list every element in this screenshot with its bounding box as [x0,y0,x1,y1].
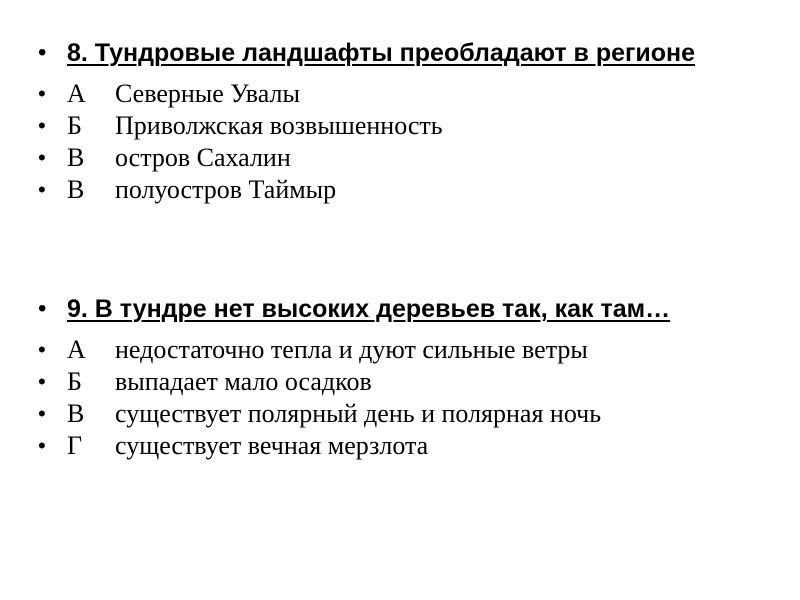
question-title [38,294,738,324]
option-letter: В [67,399,85,428]
answer-option [38,398,738,430]
option-text: существует вечная мерзлота [115,431,429,460]
answer-option [38,430,738,462]
question-title [38,38,738,68]
option-text: полуостров Таймыр [115,175,337,204]
bullet-icon: • [38,433,46,458]
answer-option [38,78,738,110]
answer-option [38,334,738,366]
option-letter: А [67,79,86,108]
bullet-icon: • [38,337,46,362]
question-title-text: 9. В тундре нет высоких деревьев так, как там… [67,295,671,323]
option-text: выпадает мало осадков [115,367,372,396]
answer-options [38,334,738,462]
bullet-icon: • [38,145,46,170]
bullet-icon: • [38,81,46,106]
answer-option [38,366,738,398]
question-8 [38,38,738,206]
bullet-icon: • [38,113,46,138]
option-letter: Г [67,431,83,460]
option-text: существует полярный день и полярная ночь [115,399,602,428]
bullet-icon: • [38,39,47,66]
option-letter: Б [67,111,82,140]
option-letter: А [67,335,86,364]
bullet-icon: • [38,295,47,322]
option-text: остров Сахалин [115,143,291,172]
option-text: Приволжская возвышенность [115,111,443,140]
option-letter: В [67,143,85,172]
option-letter: В [67,175,85,204]
answer-option [38,110,738,142]
bullet-icon: • [38,369,46,394]
answer-option [38,174,738,206]
question-title-text: 8. Тундровые ландшафты преобладают в регионе [67,39,696,67]
option-letter: Б [67,367,82,396]
bullet-icon: • [38,177,46,202]
option-text: недостаточно тепла и дуют сильные ветры [115,335,588,364]
question-9 [38,294,738,462]
option-text: Северные Увалы [115,79,300,108]
answer-options [38,78,738,206]
answer-option [38,142,738,174]
bullet-icon: • [38,401,46,426]
